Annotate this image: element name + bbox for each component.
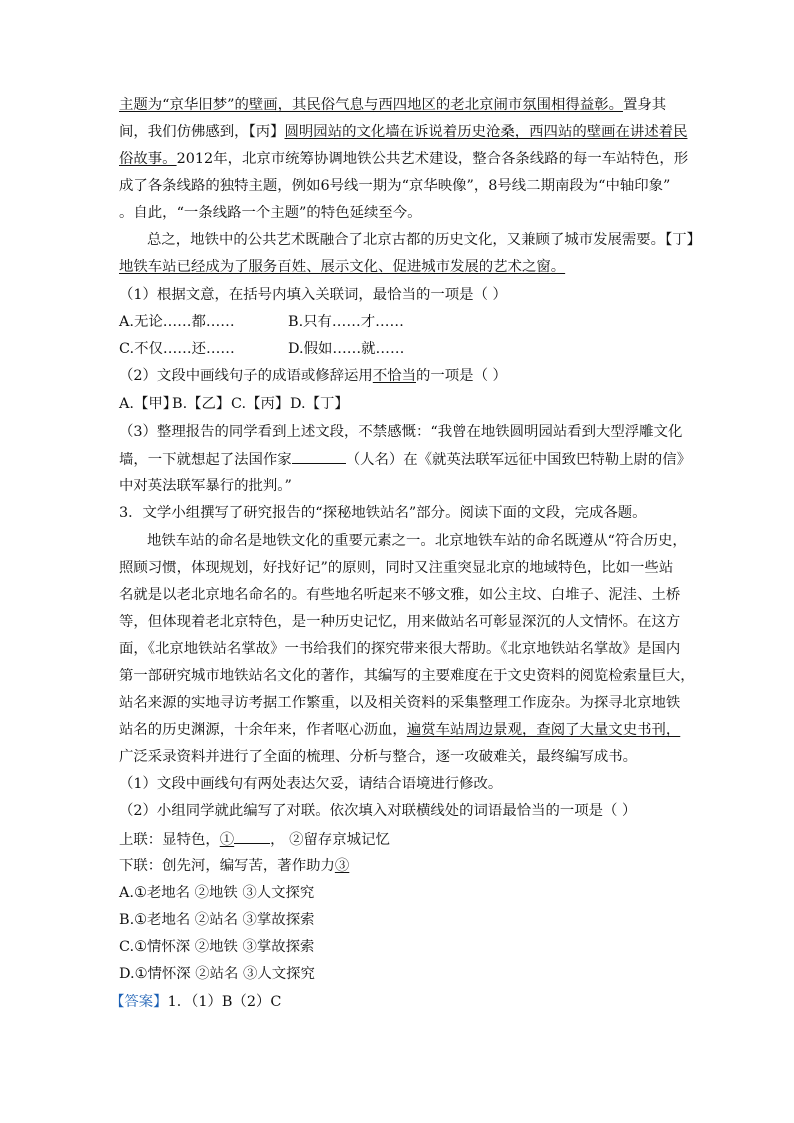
para1-text: 2012年，北京市统筹协调地铁公共艺术建设，整合各条线路的每一车站特色，形	[176, 151, 689, 167]
couplet-lower	[119, 856, 349, 876]
sq2-stem: （2）小组同学就此编写了对联。依次填入对联横线处的词语最恰当的一项是（ ）	[119, 803, 637, 819]
q3-line1: （3）整理报告的同学看到上述文段，不禁感慨：“我曾在地铁圆明园站看到大型浮雕文化	[119, 424, 683, 440]
marker-bing: 【丙】	[248, 124, 285, 140]
sq1-stem: （1）文段中画线句有两处表达欠妥，请结合语境进行修改。	[119, 776, 503, 792]
q3-line3: 中对英法联军暴行的批判。”	[119, 478, 292, 494]
para1-underlined-sentence-1: 主题为“京华旧梦”的壁画，其民俗气息与西四地区的老北京闹市氛围相得益彰。	[119, 97, 623, 113]
q1-option-a: A.无论……都……	[119, 314, 235, 330]
q2-option-c: C.【丙】	[231, 396, 290, 412]
para2-underlined-sentence: 地铁车站已经成为了服务百姓、展示文化、促进城市发展的艺术之窗。	[119, 259, 566, 275]
q3-text: （人名）在《就英法联军远征中国致巴特勒上尉的信》	[345, 452, 692, 468]
sq2-option-c: C.①情怀深 ②地铁 ③掌故探索	[119, 939, 315, 955]
q1-stem: （1）根据文意，在括号内填入关联词，最恰当的一项是（ ）	[119, 287, 507, 303]
q3-line2	[119, 449, 691, 470]
q2-option-b: B.【乙】	[172, 396, 231, 412]
sq2-option-d: D.①情怀深 ②站名 ③人文探究	[119, 966, 315, 982]
q1-options-row1	[119, 312, 404, 332]
section3-title: 3．文学小组撰写了研究报告的“探秘地铁站名”部分。阅读下面的文段，完成各题。	[119, 505, 647, 521]
sec3-line9: 广泛采录资料并进行了全面的梳理、分析与整合，逐一攻破难关，最终编写成书。	[119, 749, 638, 765]
q2-options	[119, 394, 349, 414]
sec3-line6: 第一部研究城市地铁站名文化的著作，其编写的主要难度在于文史资料的阅览检索量巨大，	[119, 668, 695, 684]
couplet-number-1: ①	[219, 832, 235, 848]
para1-line5: 。自此，“一条线路一个主题”的特色延续至今。	[119, 205, 422, 221]
para1-underlined-sentence-2: 圆明园站的文化墙在诉说着历史沧桑，西四站的壁画在讲述着民	[284, 124, 688, 140]
para2-line2	[119, 257, 565, 277]
couplet-upper	[119, 829, 390, 850]
sec3-line8	[119, 720, 680, 740]
couplet-text: ， ②留存京城记忆	[270, 832, 390, 848]
sec3-line5: 面，《北京地铁站名掌故》一书给我们的探究带来很大帮助。《北京地铁站名掌故》是国内	[119, 641, 681, 657]
para1-line2	[119, 122, 687, 142]
sec3-line1: 地铁车站的命名是地铁文化的重要元素之一。北京地铁车站的命名既遵从“符合历史，	[147, 533, 687, 549]
q2-option-d: D.【丁】	[290, 396, 349, 412]
para1-underlined-sentence-2-end: 俗故事。	[119, 151, 177, 167]
q1-option-d: D.假如……就……	[288, 341, 405, 357]
answer-line	[110, 992, 281, 1012]
para1-text: 间，我们仿佛感到，	[119, 124, 249, 140]
couplet-text: 上联：显特色，	[119, 832, 220, 848]
couplet-blank-1[interactable]	[234, 829, 270, 844]
sq2-option-b: B.①老地名 ②站名 ③掌故探索	[119, 912, 315, 928]
q2-stem	[119, 366, 507, 386]
sec3-text: 站名的历史渊源，十余年来，作者呕心沥血，	[119, 722, 407, 738]
q2-stem-text: （2）文段中画线句子的成语或修辞运用	[119, 368, 373, 384]
q1-option-b: B.只有……才……	[288, 314, 404, 330]
q2-option-a: A.【甲】	[119, 396, 178, 412]
sec3-line2: 照顾习惯，体现规划，好找好记”的原则，同时又注重突显北京的地域特色，比如一些站	[119, 560, 674, 576]
q2-stem-emphasis: 不恰当	[372, 368, 416, 384]
para1-text: 置身其	[623, 97, 667, 113]
q1-options-row2	[119, 339, 405, 359]
para2-line1: 总之，地铁中的公共艺术既融合了北京古都的历史文化，又兼顾了城市发展需要。【丁】	[147, 232, 702, 248]
answer-label: 【答案】	[110, 994, 168, 1010]
para1-line4: 成了各条线路的独特主题，例如6号线一期为“京华映像”，8号线二期南段为“中轴印象”	[119, 178, 671, 194]
answer-text: 1．（1）B（2）C	[167, 994, 282, 1010]
couplet-text: 下联：创先河，编写苦，著作助力	[119, 858, 335, 874]
q3-text: 墙，一下就想起了法国作家	[119, 452, 292, 468]
para1-line3	[119, 149, 688, 169]
sec3-line7: 站名来源的实地寻访考据工作繁重，以及相关资料的采集整理工作庞杂。为探寻北京地铁	[119, 695, 681, 711]
q1-option-c: C.不仅……还……	[119, 341, 235, 357]
para1-line1	[119, 95, 666, 115]
sec3-line4: 等，但体现着老北京特色，是一种历史记忆，用来做站名可彰显深沉的人文情怀。在这方	[119, 614, 681, 630]
sq2-option-a: A.①老地名 ②地铁 ③人文探究	[119, 885, 315, 901]
couplet-number-3: ③	[334, 858, 350, 874]
q2-stem-text: 的一项是（ ）	[416, 368, 507, 384]
sec3-underlined-sentence: 遍赏车站周边景观，查阅了大量文史书刊，	[406, 722, 681, 738]
q3-blank[interactable]	[292, 449, 346, 464]
sec3-line3: 名就是以老北京地名命名的。有些地名听起来不够文雅，如公主坟、白堆子、泥洼、土桥	[119, 587, 681, 603]
